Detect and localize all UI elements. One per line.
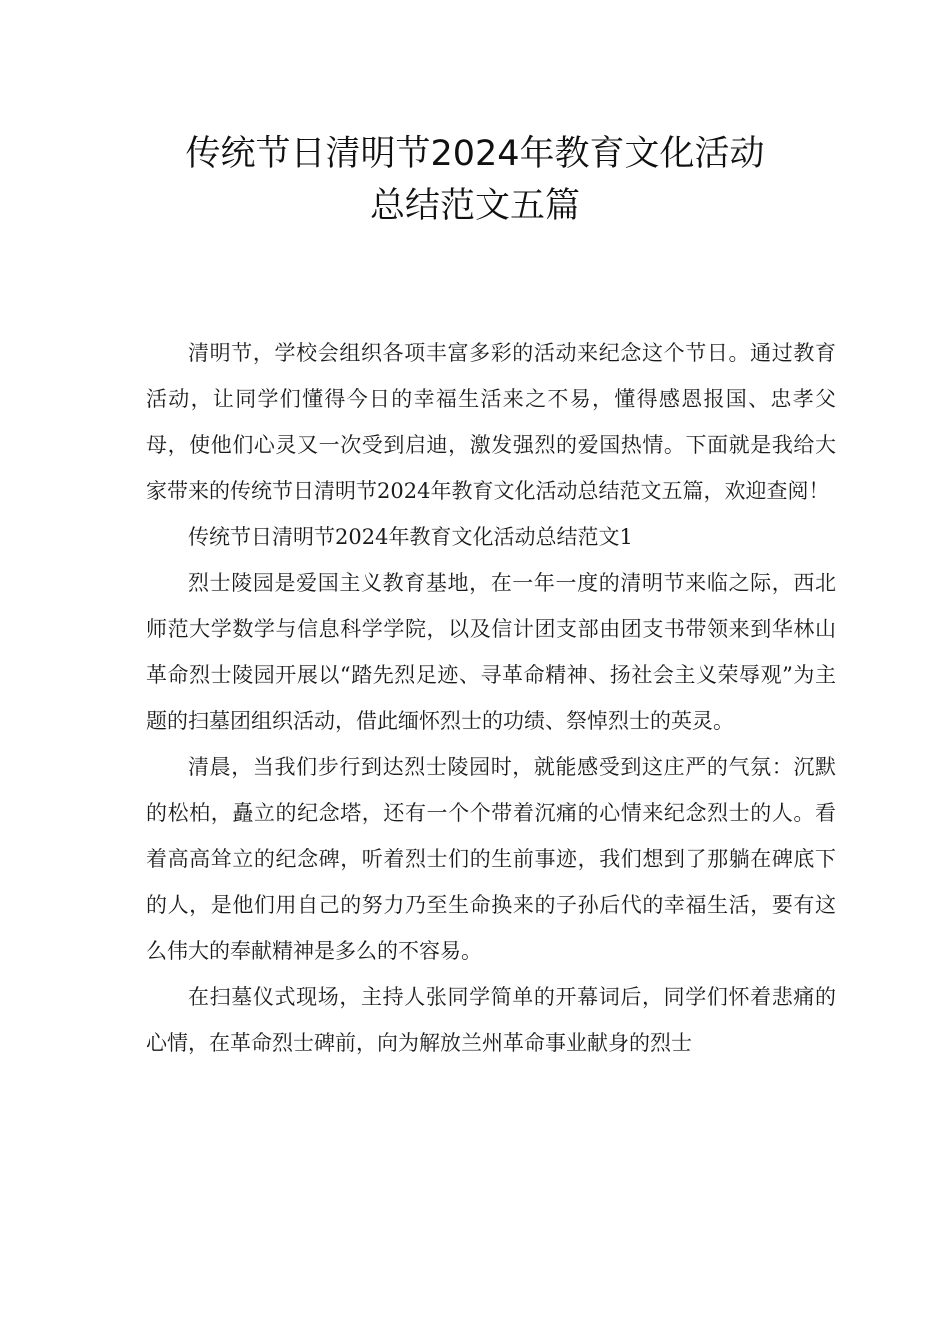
document-title-line-2: 总结范文五篇 [369,186,580,226]
body-paragraph: 烈士陵园是爱国主义教育基地，在一年一度的清明节来临之际，西北师范大学数学与信息科学学院，以及信计团支部由团支书带领来到华林山革命烈士陵园开展以“踏先烈足迹、寻革命精神、扬社会主义荣辱观”为主题的扫墓团组织活动，借此缅怀烈士的功绩、祭悼烈士的英灵。 [146,571,836,733]
body-paragraph: 在扫墓仪式现场，主持人张同学简单的开幕词后，同学们怀着悲痛的心情，在革命烈士碑前，向为解放兰州革命事业献身的烈士 [146,985,836,1055]
body-paragraph: 清晨，当我们步行到达烈士陵园时，就能感受到这庄严的气氛：沉默的松柏，矗立的纪念塔，还有一个个带着沉痛的心情来纪念烈士的人。看着高高耸立的纪念碑，听着烈士们的生前事迹，我们想到了那躺在碑底下的人，是他们用自己的努力乃至生命换来的子孙后代的幸福生活，要有这么伟大的奉献精神是多么的不容易。 [146,755,836,963]
document-title-line-1: 传统节日清明节2024年教育文化活动 [185,134,765,174]
document-body [146,330,836,1066]
intro-paragraph: 清明节，学校会组织各项丰富多彩的活动来纪念这个节日。通过教育活动，让同学们懂得今日的幸福生活来之不易，懂得感恩报国、忠孝父母，使他们心灵又一次受到启迪，激发强烈的爱国热情。下面就是我给大家带来的传统节日清明节2024年教育文化活动总结范文五篇，欢迎查阅！ [146,341,836,503]
section-heading: 传统节日清明节2024年教育文化活动总结范文1 [188,525,633,549]
